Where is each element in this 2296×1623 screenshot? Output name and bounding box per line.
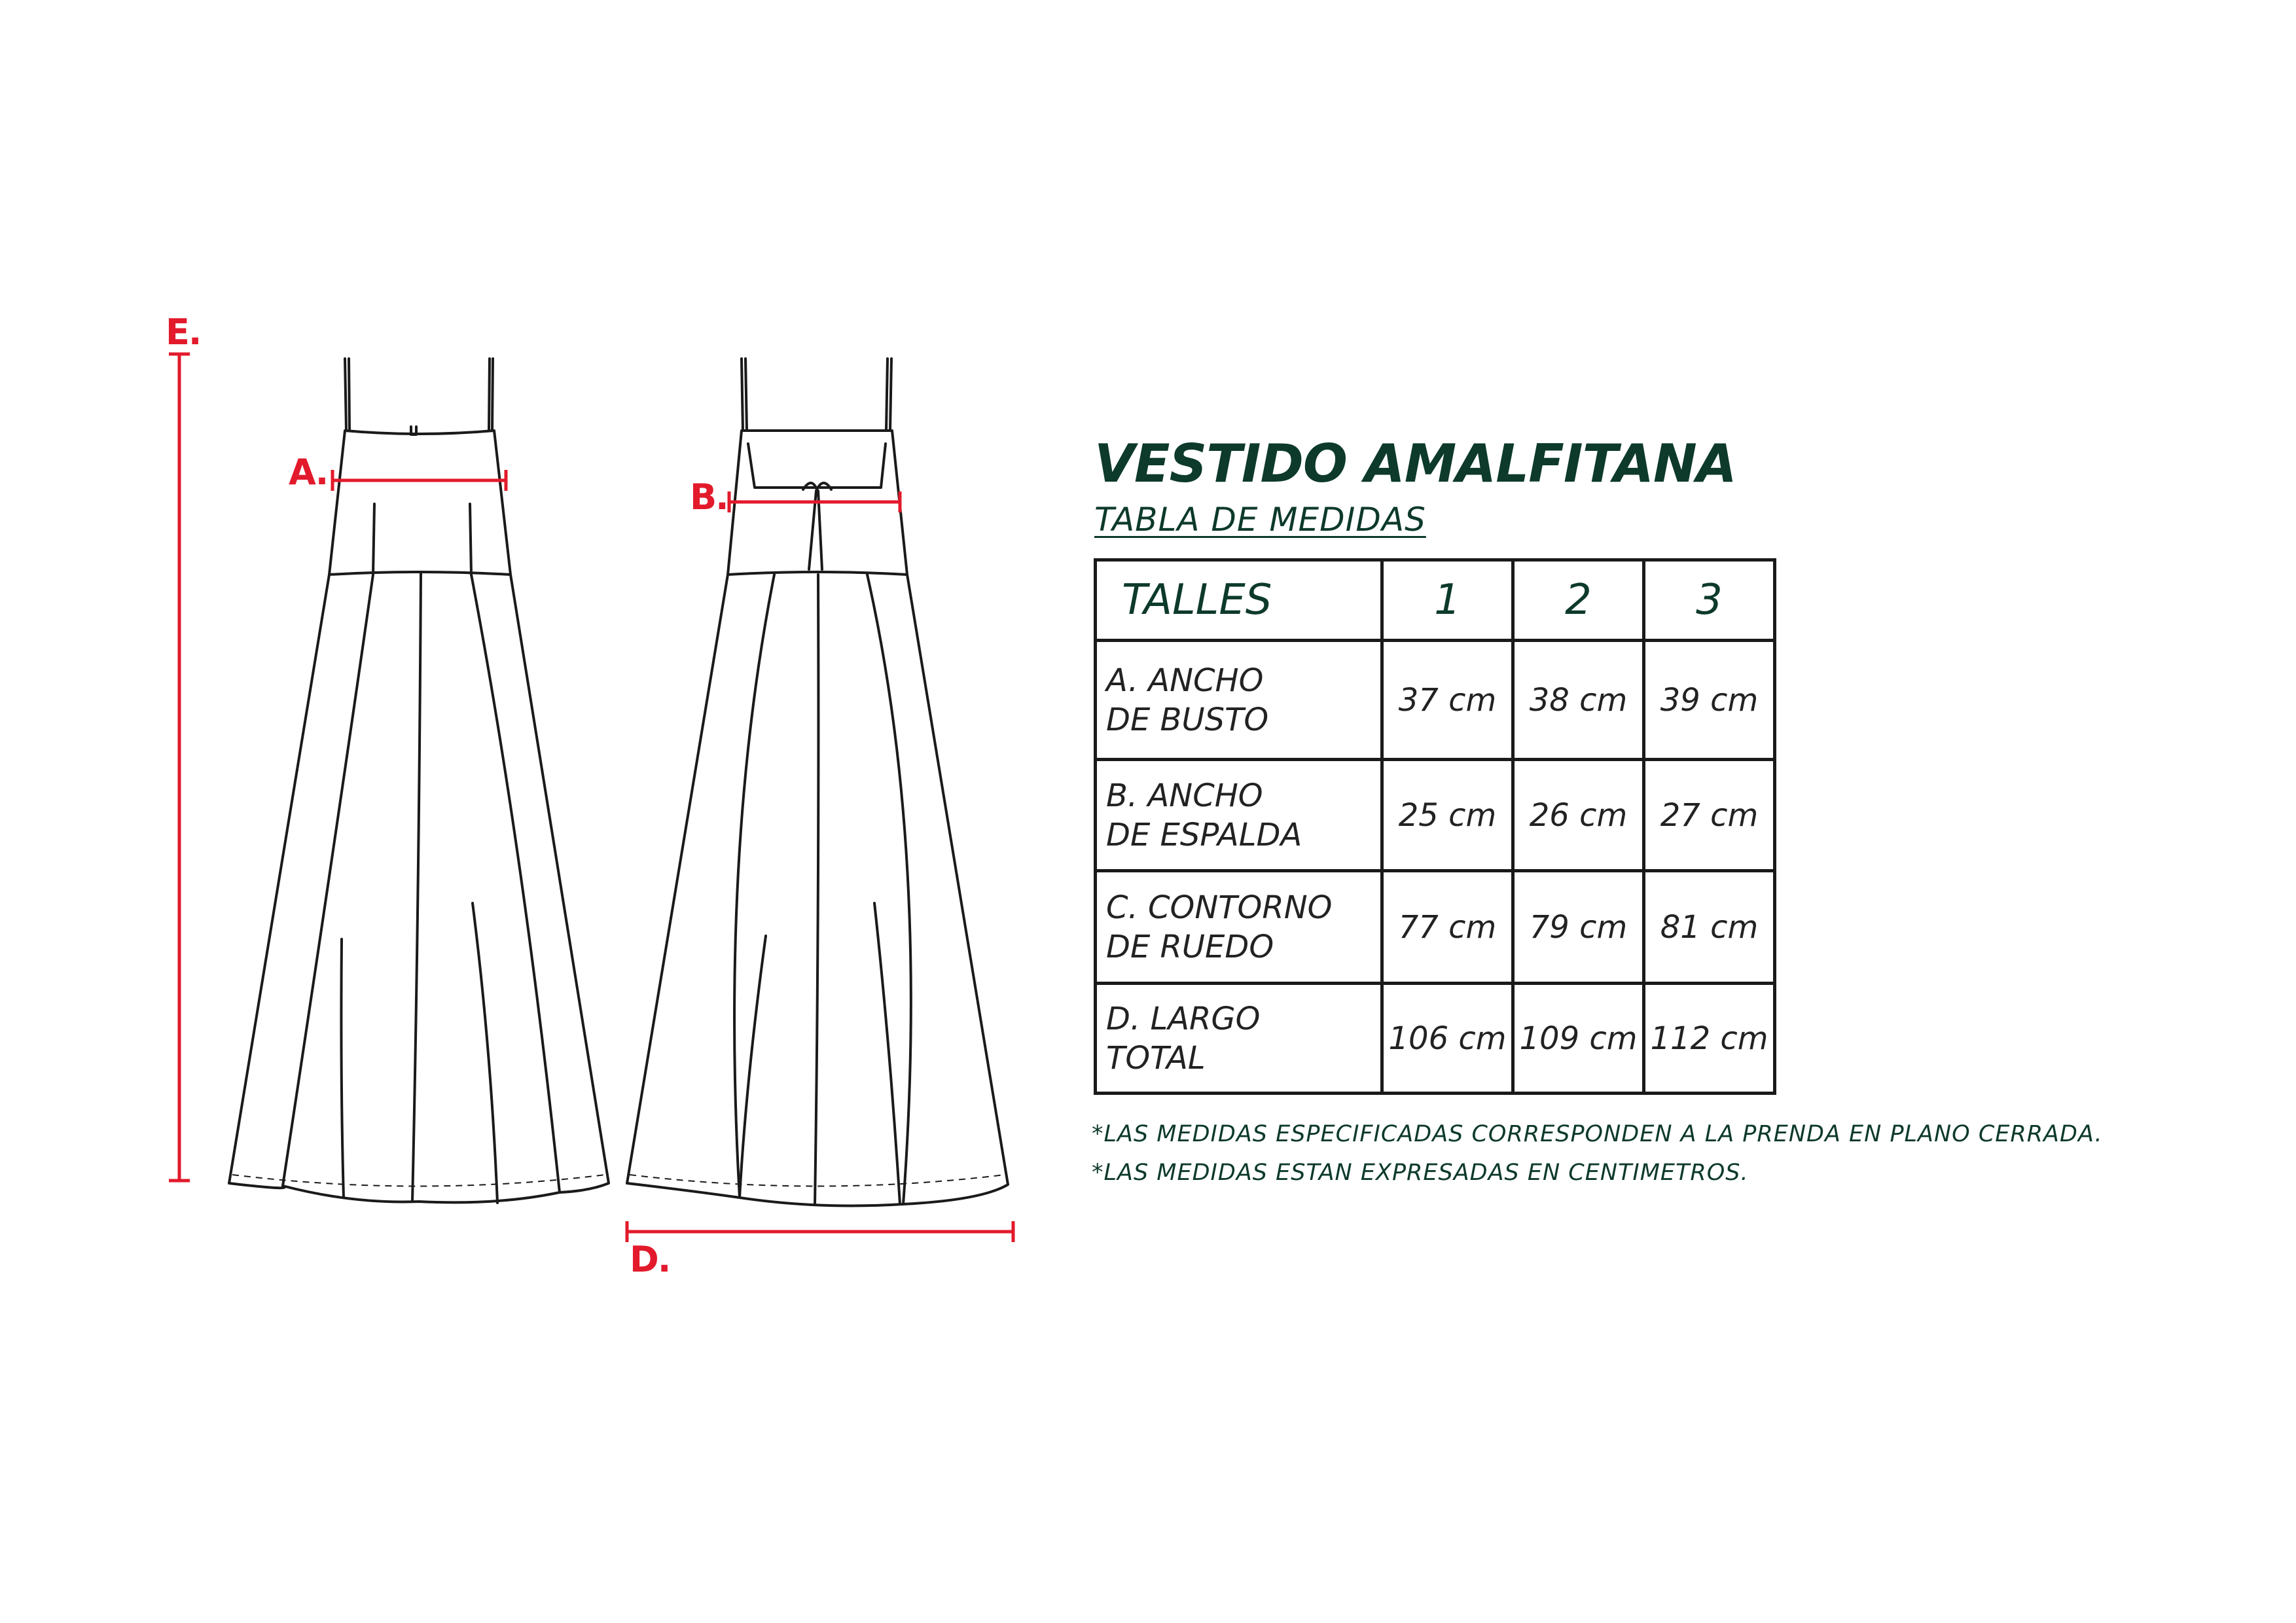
marker-a-label: A. <box>289 452 328 493</box>
back-view-sketch <box>627 359 1008 1205</box>
table-cell: 106 cm <box>1382 984 1513 1094</box>
marker-e-label: E. <box>166 312 201 353</box>
table-row <box>1096 984 1775 1094</box>
table-row <box>1096 641 1775 760</box>
marker-d-label: D. <box>630 1239 670 1280</box>
table-cell: 109 cm <box>1513 984 1644 1094</box>
row-label-line: TOTAL <box>1106 1039 1206 1077</box>
header-size-1: 1 <box>1382 560 1513 641</box>
row-label-line: DE BUSTO <box>1106 701 1269 738</box>
table-cell: 81 cm <box>1644 871 1775 984</box>
row-label-line: DE ESPALDA <box>1106 816 1302 853</box>
row-label <box>1096 871 1382 984</box>
row-label <box>1096 984 1382 1094</box>
table-cell: 25 cm <box>1382 760 1513 871</box>
row-label-line: D. LARGO <box>1106 1000 1261 1037</box>
table-cell: 37 cm <box>1382 641 1513 760</box>
header-size-2: 2 <box>1513 560 1644 641</box>
header-talles: TALLES <box>1096 560 1382 641</box>
table-cell: 112 cm <box>1644 984 1775 1094</box>
marker-b-label: B. <box>690 476 728 518</box>
table-cell: 26 cm <box>1513 760 1644 871</box>
table-row <box>1096 871 1775 984</box>
size-table <box>1094 558 1776 1095</box>
footnote-units: *LAS MEDIDAS ESTAN EXPRESADAS EN CENTIMETROS. <box>1092 1160 1749 1186</box>
table-cell: 27 cm <box>1644 760 1775 871</box>
row-label-line: A. ANCHO <box>1106 662 1264 699</box>
table-cell: 77 cm <box>1382 871 1513 984</box>
footnote-measurement-basis: *LAS MEDIDAS ESPECIFICADAS CORRESPONDEN A LA PRENDA EN PLANO CERRADA. <box>1092 1121 2103 1147</box>
table-row <box>1096 760 1775 871</box>
table-subtitle: TABLA DE MEDIDAS <box>1094 501 1426 539</box>
row-label-line: B. ANCHO <box>1106 777 1263 814</box>
row-label-line: DE RUEDO <box>1106 928 1274 965</box>
product-title: VESTIDO AMALFITANA <box>1094 433 1736 494</box>
row-label <box>1096 641 1382 760</box>
header-size-3: 3 <box>1644 560 1775 641</box>
table-cell: 39 cm <box>1644 641 1775 760</box>
front-view-sketch <box>229 359 609 1203</box>
row-label-line: C. CONTORNO <box>1106 889 1333 926</box>
row-label <box>1096 760 1382 871</box>
table-cell: 79 cm <box>1513 871 1644 984</box>
table-cell: 38 cm <box>1513 641 1644 760</box>
table-header-row <box>1096 560 1775 641</box>
